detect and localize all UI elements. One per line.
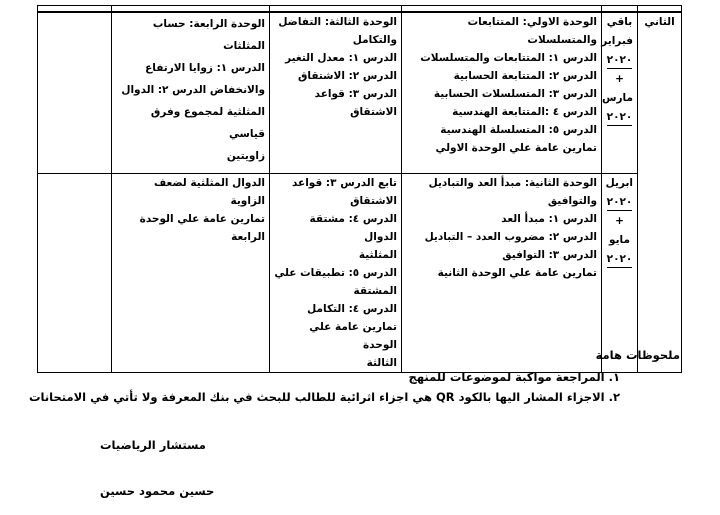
notes-heading: ملحوظات هامة [595,348,680,362]
semester-cell: الثاني [638,12,682,373]
unit-cell: الوحدة الثانية: مبدأ العد والتباديل والتوافيق الدرس ١: مبدأ العد الدرس ٢: مضروب العدد – التباديل الدرس ٣: التوافيق تمارين عامة علي الوحدة الثانية [402,174,602,373]
table-row [38,174,682,373]
unit-cell: الوحدة الاولي: المتتابعات والمتسلسلات الدرس ١: المتتابعات والمتسلسلات الدرس ٢: المتتابعة الحسابية الدرس ٣: المتسلسلات الحسابية الدرس ٤ :المتتابعة الهندسية الدرس ٥: المتسلسلة الهندسية تمارين عامة علي الوحدة الاولي [402,12,602,174]
unit-cell: تابع الدرس ٣: قواعد الاشتقاق الدرس ٤: مشتقة الدوال المثلثية الدرس ٥: تطبيقات علي المشتقة الدرس ٤: التكامل تمارين عامة علي الوحدة الثالثة [270,174,402,373]
period-cell: ابريل ٢٠٢٠ + مايو ٢٠٢٠ [602,174,638,373]
note-item: ٢. الاجزاء المشار اليها بالكود QR هي اجزاء اثرائية للطالب للبحث في بنك المعرفة ولا تأتي في الامتحانات [28,390,620,404]
curriculum-table [37,5,682,373]
table-row [38,12,682,174]
empty-cell [38,12,112,174]
unit-cell: الدوال المثلثية لضعف الزاوية تمارين عامة علي الوحدة الرابعة [112,174,270,373]
unit-cell: الوحدة الرابعة: حساب المثلثات الدرس ١: زوايا الارتفاع والانخفاض الدرس ٢: الدوال المثلثية لمجموع وفرق قياسي زاويتين [112,12,270,174]
signature-title: مستشار الرياضيات [100,438,206,452]
signature-name: حسين محمود حسين [100,484,215,498]
note-item: ١. المراجعة مواكبة لموضوعات للمنهج [408,370,620,384]
empty-cell [38,174,112,373]
period-cell: باقي فبراير ٢٠٢٠ + مارس ٢٠٢٠ [602,12,638,174]
unit-cell: الوحدة الثالثة: التفاضل والتكامل الدرس ١: معدل التغير الدرس ٢: الاشتقاق الدرس ٣: قواعد الاشتقاق [270,12,402,174]
